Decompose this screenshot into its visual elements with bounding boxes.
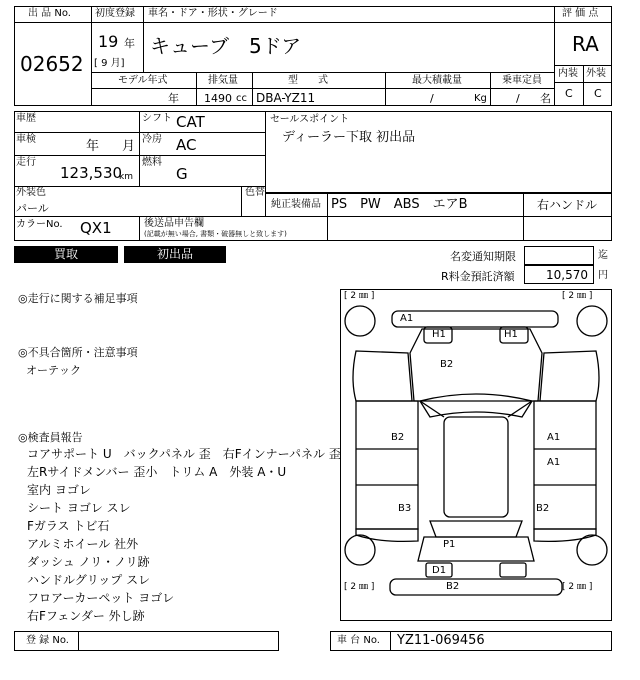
damage-mark: A1 [547, 432, 561, 443]
genuine-equipment-label: 純正装備品 [271, 199, 321, 210]
car-name-label: 車名・ドア・形状・グレード [148, 8, 278, 19]
name-change-deadline-label: 名変通知期限 [450, 250, 516, 263]
details-left-grid [14, 111, 266, 217]
lot-number: 02652 [20, 52, 84, 76]
model-year-label: モデル年式 [118, 75, 168, 86]
capacity-value: / [516, 92, 520, 105]
inspection-month: 月 [122, 139, 136, 154]
damage-mark: P1 [443, 539, 456, 550]
max-load-label: 最大積載量 [412, 75, 462, 86]
tire-depth-rear-left: [ 2 ㎜ ] [344, 582, 375, 592]
displacement-unit: cc [236, 93, 247, 104]
sales-point-label: セールスポイント [270, 114, 350, 125]
interior-grade: C [565, 87, 573, 100]
inspector-line: 室内 ヨゴレ [27, 483, 91, 497]
inspector-line: Fガラス トビ石 [27, 519, 110, 533]
name-change-deadline-field [524, 246, 594, 265]
tire-depth-rear-right: [ 2 ㎜ ] [562, 582, 593, 592]
capacity-unit: 名 [540, 92, 551, 105]
damage-mark: B2 [440, 359, 454, 370]
tire-depth-front-right: [ 2 ㎜ ] [562, 291, 593, 301]
inspector-line: アルミホイール 社外 [27, 537, 139, 551]
inspector-line: ハンドルグリップ スレ [27, 573, 151, 587]
purchase-badge: 買取 [14, 246, 118, 263]
first-registration-year: 19 [98, 32, 119, 51]
car-name: キューブ 5ドア [150, 34, 302, 58]
mileage-value: 123,530 [60, 164, 123, 182]
damage-mark: B2 [391, 432, 405, 443]
shift-label: シフト [142, 113, 172, 124]
exterior-color-value: パール [16, 202, 49, 215]
history-label: 車歴 [16, 113, 36, 124]
capacity-label: 乗車定員 [502, 75, 542, 86]
damage-mark: B2 [446, 581, 460, 592]
mileage-label: 走行 [16, 157, 36, 168]
inspector-line: 左Rサイドメンバー 歪小 トリム A 外装 A・U [27, 465, 287, 479]
ac-value: AC [176, 136, 197, 154]
supplement-heading: ◎走行に関する補足事項 [18, 292, 138, 305]
recycle-fee-unit: 円 [598, 270, 608, 281]
post-shipping-label: 後送品申告欄 [144, 218, 204, 229]
name-change-deadline-unit: 迄 [598, 250, 608, 261]
genuine-equipment-value: PS PW ABS エアB [331, 197, 468, 212]
car-damage-diagram [340, 289, 612, 621]
model-year-unit: 年 [168, 92, 179, 105]
chassis-number-value: YZ11-069456 [397, 633, 485, 648]
interior-label: 内装 [558, 68, 578, 79]
inspector-line: フロアーカーペット ヨゴレ [27, 591, 175, 605]
model-type-value: DBA-YZ11 [256, 91, 316, 105]
damage-mark: B3 [398, 503, 412, 514]
inspector-line: シート ヨゴレ スレ [27, 501, 131, 515]
damage-mark: H1 [432, 329, 446, 340]
registration-number-label: 登 録 No. [26, 635, 69, 646]
shift-value: CAT [176, 113, 205, 131]
inspection-label: 車検 [16, 134, 36, 145]
steering-side: 右ハンドル [537, 198, 598, 212]
first-registration-month: [ 9 月] [94, 58, 125, 69]
damage-mark: H1 [504, 329, 518, 340]
first-registration-label: 初度登録 [95, 8, 135, 19]
exterior-grade: C [594, 87, 602, 100]
inspector-line: ダッシュ ノリ・ノリ跡 [27, 555, 150, 569]
recycle-fee-label: R料金預託済額 [441, 270, 515, 283]
damage-mark: A1 [400, 313, 414, 324]
score-value: RA [572, 32, 599, 56]
model-type-label: 型 式 [288, 75, 328, 86]
score-label: 評 価 点 [562, 8, 599, 19]
inspection-year: 年 [86, 139, 100, 154]
first-listing-badge: 初出品 [124, 246, 226, 263]
damage-mark: A1 [547, 457, 561, 468]
car-outline [340, 289, 612, 621]
damage-mark: B2 [536, 503, 550, 514]
lot-number-label: 出 品 No. [28, 8, 71, 19]
sales-point-value: ディーラー下取 初出品 [282, 130, 416, 145]
color-number-value: QX1 [80, 219, 112, 237]
chassis-number-label: 車 台 No. [337, 635, 380, 646]
year-unit: 年 [124, 37, 135, 50]
post-shipping-note: (記載が無い場合, 書類・破器無しと致します) [144, 230, 287, 238]
ac-label: 冷房 [142, 134, 162, 145]
inspector-heading: ◎検査員報告 [18, 431, 83, 444]
exterior-color-label: 外装色 [16, 187, 46, 198]
fuel-label: 燃料 [142, 157, 162, 168]
exterior-label: 外装 [586, 68, 606, 79]
inspector-line: 右Fフェンダー 外し跡 [27, 609, 145, 623]
color-change-label: 色替 [245, 187, 265, 198]
tire-depth-front-left: [ 2 ㎜ ] [344, 291, 375, 301]
defect-line: オーテック [26, 364, 81, 377]
mileage-unit: km [119, 172, 133, 182]
displacement-value: 1490 [204, 92, 232, 105]
inspector-line: コアサポート U バックパネル 歪 右Fインナーパネル 歪 [27, 447, 341, 461]
damage-mark: D1 [432, 565, 447, 576]
recycle-fee-value: 10,570 [546, 268, 588, 282]
defect-heading: ◎不具合箇所・注意事項 [18, 346, 138, 359]
fuel-value: G [176, 165, 188, 183]
color-number-label: カラーNo. [16, 219, 63, 230]
max-load-value: / [430, 92, 434, 105]
max-load-unit: Kg [474, 93, 487, 104]
displacement-label: 排気量 [208, 75, 238, 86]
